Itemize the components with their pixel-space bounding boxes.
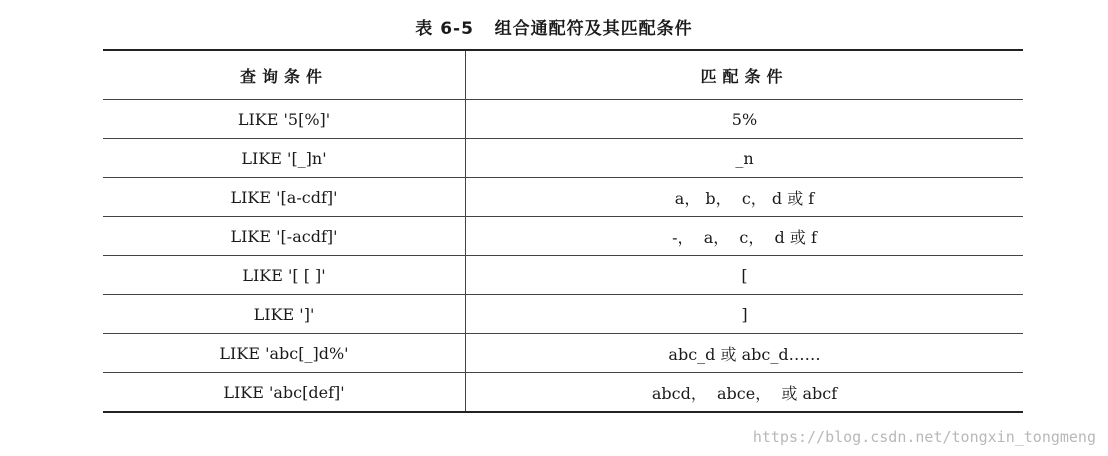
query-cell: LIKE '[ [ ]' — [103, 256, 466, 295]
table-caption: 表 6-5 组合通配符及其匹配条件 — [415, 19, 693, 39]
source-watermark: https://blog.csdn.net/tongxin_tongmeng — [752, 428, 1096, 446]
match-cell: [ — [466, 256, 1024, 295]
match-cell: abcd， abce， 或 abcf — [466, 373, 1024, 413]
header-match-condition: 匹配条件 — [700, 66, 789, 86]
query-cell: LIKE 'abc[_]d%' — [103, 334, 466, 373]
query-cell: LIKE '[_]n' — [103, 139, 466, 178]
table-header-row — [103, 50, 1023, 100]
query-cell: LIKE '[-acdf]' — [103, 217, 466, 256]
table-row — [103, 256, 1023, 295]
query-cell: LIKE '5[%]' — [103, 100, 466, 139]
match-cell: -， a， c， d 或 f — [466, 217, 1024, 256]
table-row — [103, 178, 1023, 217]
table-row — [103, 373, 1023, 413]
match-cell: _n — [466, 139, 1024, 178]
table-container — [103, 49, 1023, 413]
match-cell: ] — [466, 295, 1024, 334]
table-row — [103, 295, 1023, 334]
match-cell: abc_d 或 abc_d…… — [466, 334, 1024, 373]
table-row — [103, 139, 1023, 178]
query-cell: LIKE 'abc[def]' — [103, 373, 466, 413]
table-row — [103, 334, 1023, 373]
table-row — [103, 217, 1023, 256]
query-cell: LIKE '[a-cdf]' — [103, 178, 466, 217]
header-query-condition: 查询条件 — [103, 50, 466, 100]
query-cell: LIKE ']' — [103, 295, 466, 334]
match-cell: 5% — [466, 100, 1024, 139]
wildcard-table — [103, 49, 1023, 413]
match-cell: a， b， c， d 或 f — [466, 178, 1024, 217]
table-row — [103, 100, 1023, 139]
